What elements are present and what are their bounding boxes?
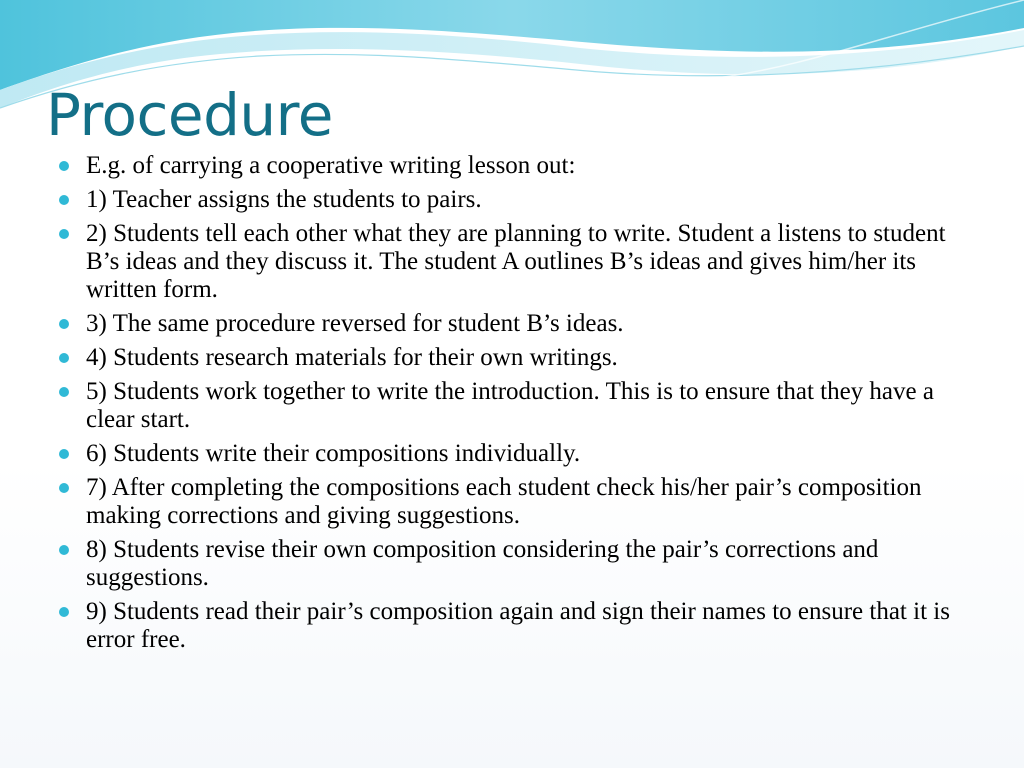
list-item-text: 8) Students revise their own composition considering the pair’s corrections and suggestions. [86,536,879,591]
bullet-dot-icon [59,387,69,397]
list-item [54,220,964,304]
list-item [54,152,964,180]
list-item-text: 7) After completing the compositions each student check his/her pair’s composition making corrections and giving suggestions. [86,474,922,529]
bullet-dot-icon [59,319,69,329]
list-item [54,344,964,372]
list-item-text: E.g. of carrying a cooperative writing lesson out: [86,152,576,179]
list-item [54,310,964,338]
list-item-text: 4) Students research materials for their own writings. [86,344,618,371]
bullet-dot-icon [59,195,69,205]
list-item [54,474,964,530]
list-item [54,378,964,434]
bullet-dot-icon [59,607,69,617]
list-item-text: 1) Teacher assigns the students to pairs. [86,186,482,213]
list-item-text: 9) Students read their pair’s composition again and sign their names to ensure that it is error free. [86,598,950,653]
bullet-dot-icon [59,229,69,239]
bullet-dot-icon [59,449,69,459]
list-item [54,440,964,468]
list-item-text: 5) Students work together to write the introduction. This is to ensure that they have a clear start. [86,378,934,433]
bullet-dot-icon [59,545,69,555]
bullet-dot-icon [59,483,69,493]
list-item [54,536,964,592]
slide-title: Procedure [46,81,333,149]
list-item [54,598,964,654]
list-item-text: 3) The same procedure reversed for student B’s ideas. [86,310,624,337]
list-item [54,186,964,214]
list-item-text: 2) Students tell each other what they are planning to write. Student a listens to student B’s ideas and they discuss it. The student A outlines B’s ideas and gives him/her its written form. [86,220,946,303]
bullet-dot-icon [59,161,69,171]
bullet-dot-icon [59,353,69,363]
list-item-text: 6) Students write their compositions individually. [86,440,581,467]
bullet-list [54,152,964,660]
